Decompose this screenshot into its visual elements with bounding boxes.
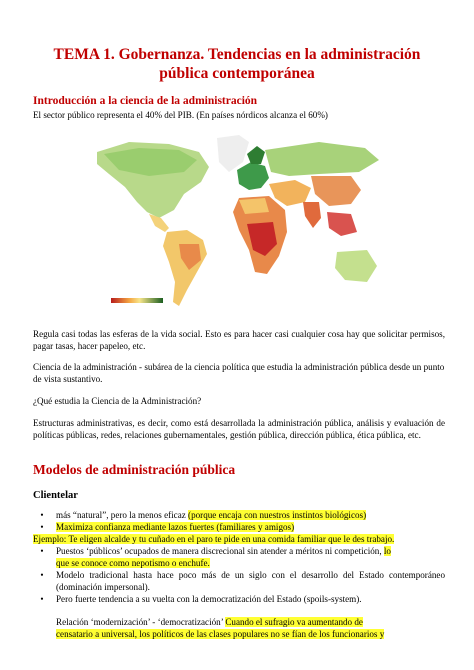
highlighted-text: Cuando el sufragio va aumentando de xyxy=(225,617,363,627)
models-heading: Modelos de administración pública xyxy=(33,462,236,477)
bullet-text: Pero fuerte tendencia a su vuelta con la democratización del Estado (spoils-system). xyxy=(56,594,362,604)
intro-heading: Introducción a la ciencia de la administración xyxy=(33,95,258,107)
highlighted-text: (porque encaja con nuestros instintos biológicos) xyxy=(188,510,367,520)
document-title xyxy=(40,45,434,83)
bullet-item xyxy=(40,522,436,534)
paragraph-3: Estructuras administrativas, es decir, como está desarrollada la administración pública, análisis y evaluación de políticas públicas, redes, relaciones gubernamentales, gestión pública, dirección pública, ética pública, etc. xyxy=(33,418,445,440)
highlighted-text: censatario a universal, los políticos de las clases populares no se fían de los funcionarios y xyxy=(56,629,385,639)
color-scale-bar xyxy=(111,298,163,303)
question-line: ¿Qué estudia la Ciencia de la Administración? xyxy=(33,396,202,406)
map-region xyxy=(265,142,379,176)
relation-line-continued xyxy=(56,629,445,641)
map-region xyxy=(327,212,357,236)
highlighted-text: lo xyxy=(383,546,391,556)
relation-line xyxy=(56,617,445,629)
bullet-marker: • xyxy=(40,594,44,604)
map-region xyxy=(303,202,321,228)
bullet-item xyxy=(40,510,436,522)
highlighted-text: Ejemplo: Te eligen alcalde y tu cuñado en el paro te pide en una comida familiar que le des trabajo. xyxy=(33,534,395,544)
paragraph-2: Ciencia de la administración - subárea de la ciencia política que estudia la administración pública desde un punto de vista sustantivo. xyxy=(33,362,445,384)
title-line-2: pública contemporánea xyxy=(159,65,315,82)
highlighted-text: Maximiza confianza mediante lazos fuertes (familiares y amigos) xyxy=(56,522,295,532)
bullet-marker: • xyxy=(40,546,44,556)
clientelar-heading: Clientelar xyxy=(33,490,78,501)
intro-text: El sector público representa el 40% del PIB. (En países nórdicos alcanza el 60%) xyxy=(33,110,328,120)
title-line-1: TEMA 1. Gobernanza. Tendencias en la administración xyxy=(53,46,421,63)
bullet-text: Puestos ‘públicos’ ocupados de manera discrecional sin atender a méritos ni competición, xyxy=(56,546,384,556)
bullet-text: Modelo tradicional hasta hace poco más de un siglo con el desarrollo del Estado contemporáneo (dominación impersonal). xyxy=(56,570,445,592)
highlighted-text: que se conoce como nepotismo o enchufe. xyxy=(56,557,210,568)
bullet-text: más “natural”, pero la menos eficaz xyxy=(56,510,189,520)
paragraph-1: Regula casi todas las esferas de la vida social. Esto es para hacer casi cualquier cosa hay que solicitar permisos, pagar tasas, hacer papeleo, etc. xyxy=(33,329,445,351)
map-region xyxy=(335,250,377,282)
world-map xyxy=(89,132,385,320)
bullet-item xyxy=(40,594,445,606)
map-region xyxy=(247,146,265,164)
bullet-marker: • xyxy=(40,510,44,520)
map-region xyxy=(237,162,269,190)
map-region xyxy=(311,176,361,206)
bullet-item xyxy=(40,546,445,570)
bullet-text: Relación ‘modernización’ - ‘democratización’ xyxy=(56,617,226,627)
bullet-marker: • xyxy=(40,570,44,580)
example-line xyxy=(33,534,445,546)
bullet-item xyxy=(40,570,445,594)
map-region xyxy=(163,230,207,306)
bullet-marker: • xyxy=(40,522,44,532)
